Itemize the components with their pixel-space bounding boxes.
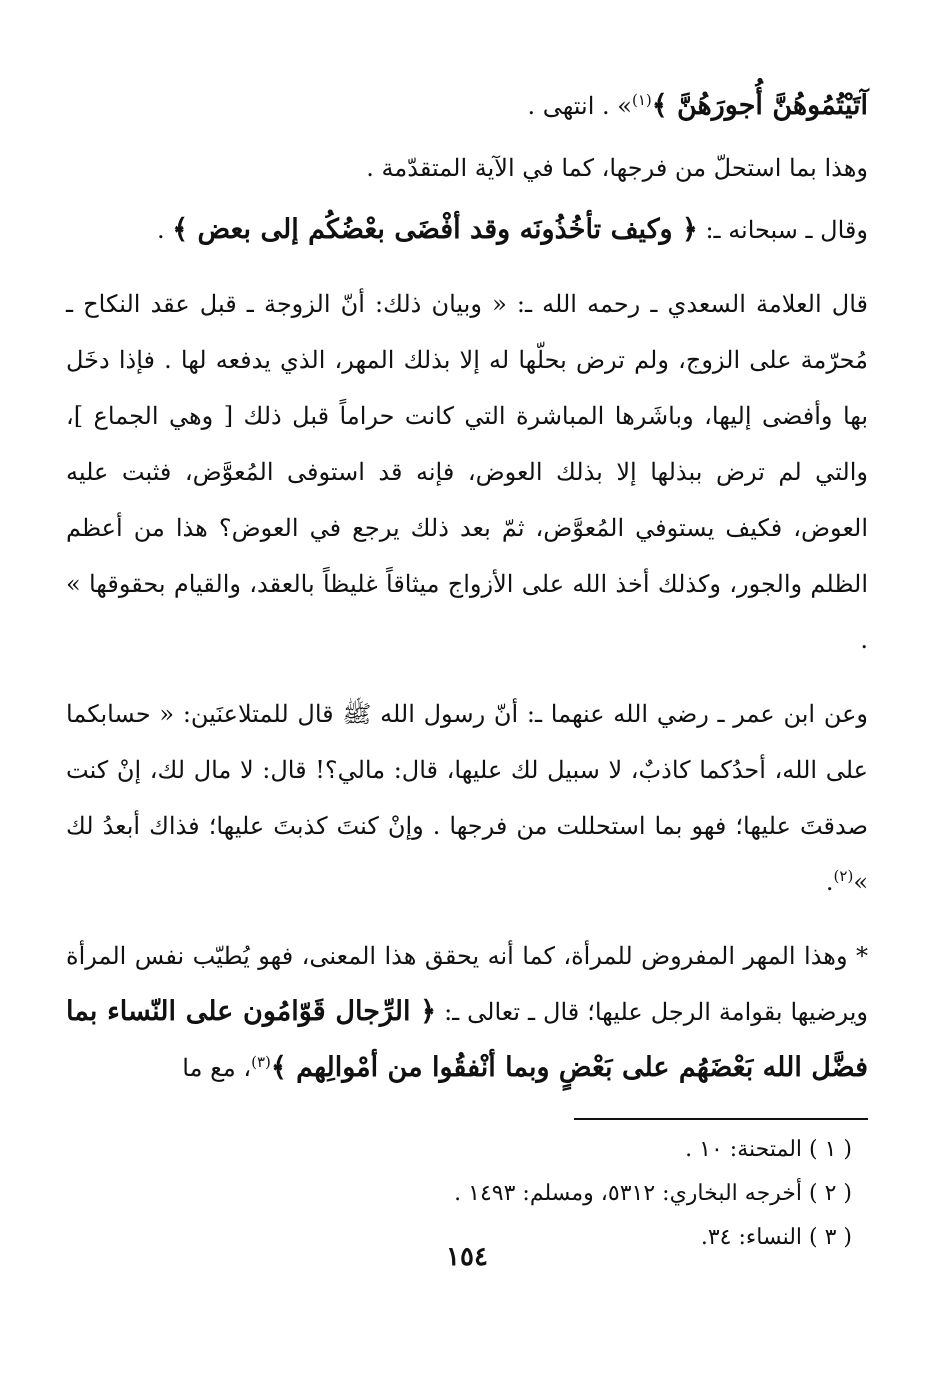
- footnote-ref-1: (١): [631, 91, 652, 109]
- footnote-3: ( ٣ ) النساء: ٣٤.: [700, 1225, 852, 1250]
- paragraph-tail: .: [825, 868, 834, 896]
- paragraph-intro: وقال ـ سبحانه ـ:: [697, 216, 868, 244]
- paragraph-tail: .: [156, 216, 173, 244]
- paragraph-5-hadith: [66, 686, 868, 910]
- paragraph-3: [66, 202, 868, 258]
- paragraph-1: [66, 78, 868, 134]
- footnote-2: ( ٢ ) أخرجه البخاري: ٥٣١٢، ومسلم: ١٤٩٣ .: [454, 1181, 852, 1206]
- paragraph-intro: * وهذا المهر المفروض للمرأة، كما أنه يحقق هذا المعنى، فهو يُطيّب نفس المرأة ويرضيها بقوامة الرجل عليها؛ قال ـ تعالى ـ:: [66, 942, 868, 1026]
- footnote-separator: [574, 1118, 868, 1120]
- paragraph-6: [66, 928, 868, 1096]
- footnotes: [66, 1128, 868, 1260]
- paragraph-4-quote-saadi: قال العلامة السعدي ـ رحمه الله ـ: « وبيان ذلك: أنّ الزوجة ـ قبل عقد النكاح ـ مُحرّمة على الزوج، ولم ترض بحلّها له إلا بذلك المهر، الذي يدفعه لها . فإذا دخَل بها وأفضى إليها، وباشَرها المباشرة التي كانت حراماً قبل ذلك [ وهي الجماع ]، والتي لم ترض ببذلها إلا بذلك العوض، فإنه قد استوفى المُعوَّض، فثبت عليه العوض، فكيف يستوفي المُعوَّض، ثمّ بعد ذلك يرجع في العوض؟ هذا من أعظم الظلم والجور، وكذلك أخذ الله على الأزواج ميثاقاً غليظاً بالعقد، والقيام بحقوقها » .: [66, 290, 868, 654]
- page-number: ١٥٤: [446, 1242, 488, 1272]
- quran-verse: ﴿ الرِّجال قَوّامُون على النّساء بما فضَّل الله بَعْضَهُم على بَعْضٍ وبما أنْفقُوا من أمْوالِهم ﴾: [66, 996, 868, 1083]
- paragraph-tail: » . انتهى .: [527, 92, 632, 120]
- quran-verse: ﴿ وكيف تأخُذُونَه وقد أفْضَى بعْضُكُم إلى بعض ﴾: [172, 214, 698, 245]
- quran-verse: آتَيْتُمُوهُنَّ أُجورَهُنَّ ﴾: [651, 90, 868, 121]
- paragraph-2: وهذا بما استحلّ من فرجها، كما في الآية المتقدّمة .: [366, 154, 868, 182]
- footnote-ref-2: (٢): [833, 867, 854, 885]
- footnote-1: ( ١ ) المتحنة: ١٠ .: [685, 1137, 852, 1162]
- footnote-ref-3: (٣): [251, 1053, 271, 1071]
- paragraph-tail: ، مع ما: [182, 1054, 252, 1082]
- hadith-text: وعن ابن عمر ـ رضي الله عنهما ـ: أنّ رسول الله ﷺ قال للمتلاعنَين: « حسابكما على الله، أحدُكما كاذبٌ، لا سبيل لك عليها، قال: مالي؟! قال: لا مال لك، إنْ كنت صدقتَ عليها؛ فهو بما استحللت من فرجها . وإنْ كنتَ كذبتَ عليها؛ فذاك أبعدُ لك »: [66, 700, 868, 896]
